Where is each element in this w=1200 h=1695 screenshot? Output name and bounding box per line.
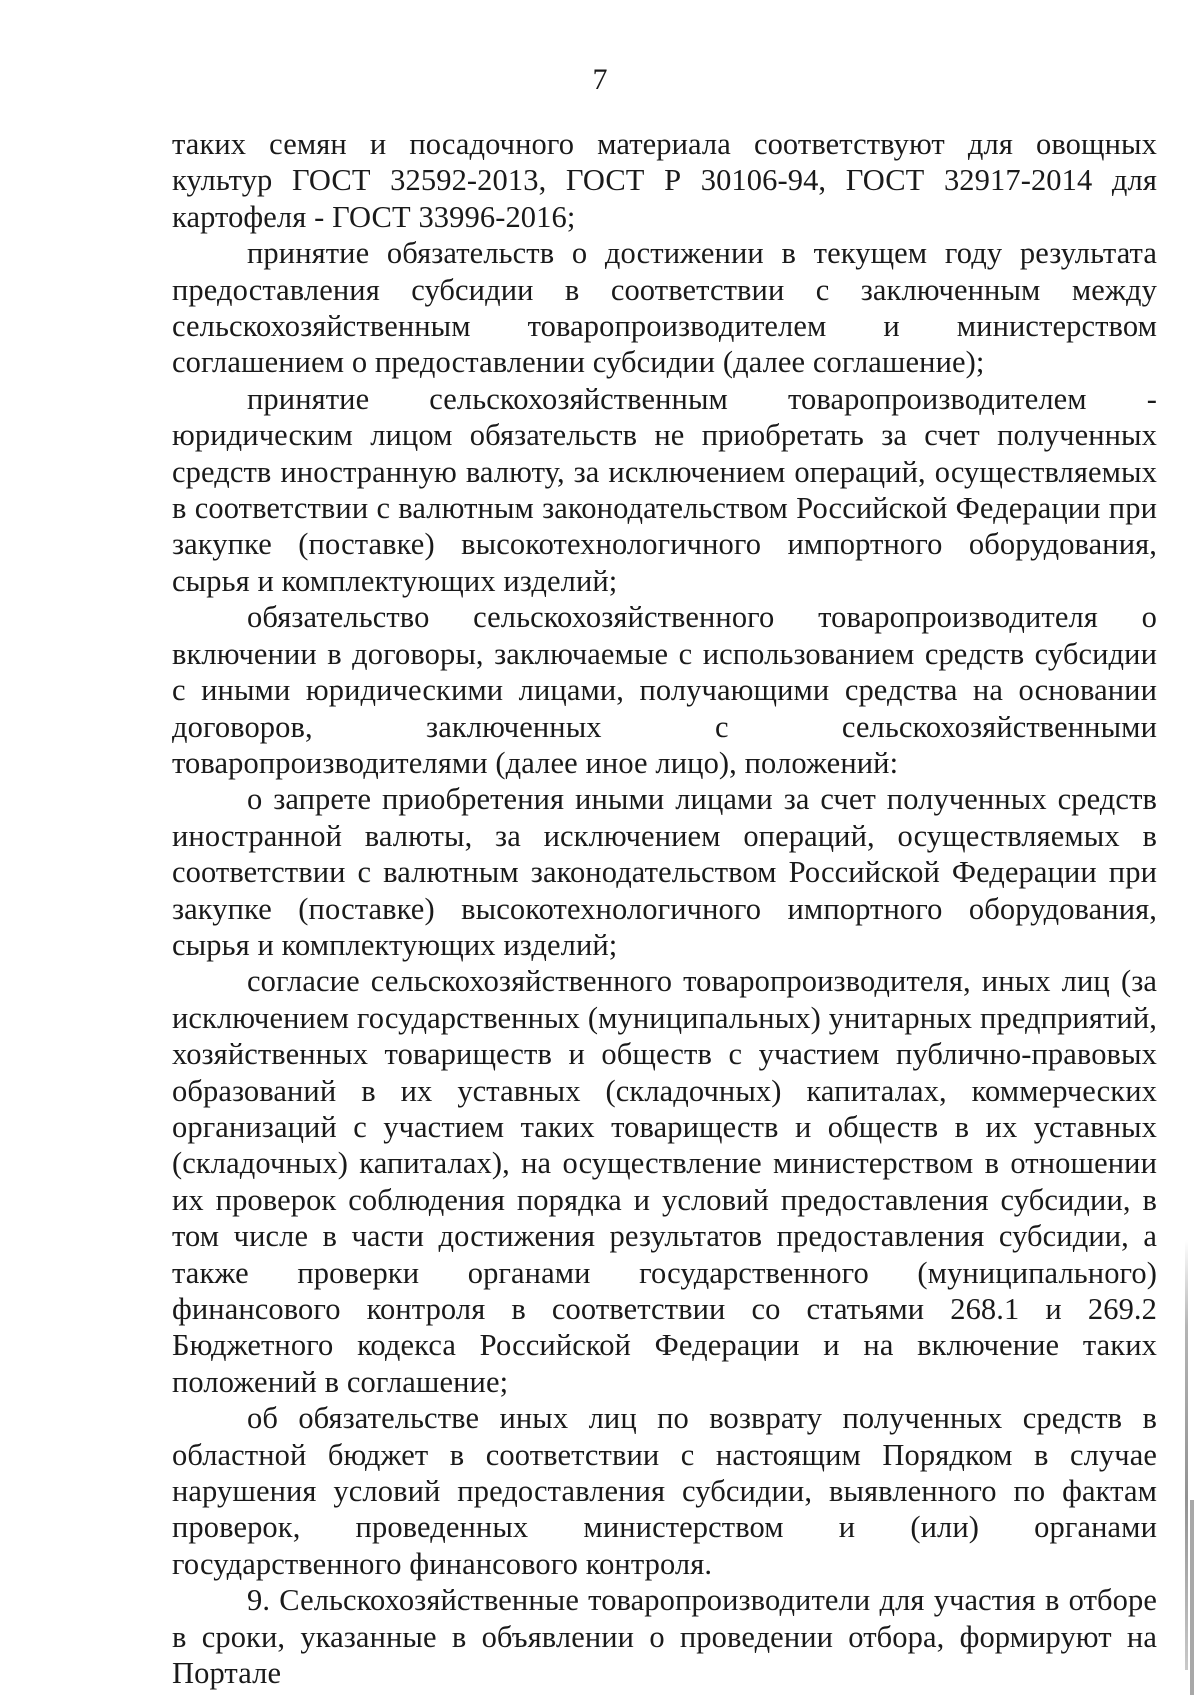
scan-edge-mark-lower bbox=[1190, 1500, 1194, 1695]
paragraph-result-obligation: принятие обязательств о достижении в текущем году результата предоставления субсидии в соответствии с заключенным между сельскохозяйственным товаропроизводителем и министерством соглашением о предоставлении субсидии (далее соглашение); bbox=[172, 236, 1157, 380]
paragraph-item-9: 9. Сельскохозяйственные товаропроизводители для участия в отборе в сроки, указанные в объявлении о проведении отбора, формируют на Портале bbox=[172, 1583, 1157, 1691]
paragraph-contract-provisions: обязательство сельскохозяйственного товаропроизводителя о включении в договоры, заключаемые с использованием средств субсидии с иными юридическими лицами, получающими средства на основании договоров, заключенных с сельскохозяйственными товаропроизводителями (далее иное лицо), положений: bbox=[172, 600, 1157, 780]
paragraph-inspection-consent: согласие сельскохозяйственного товаропроизводителя, иных лиц (за исключением государственных (муниципальных) унитарных предприятий, хозяйственных товариществ и обществ с участием публично-правовых образований в их уставных (складочных) капиталах, коммерческих организаций с участием таких товариществ и обществ в их уставных (складочных) капиталах), на осуществление министерством в отношении их проверок соблюдения порядка и условий предоставления субсидии, в том числе в части достижения результатов предоставления субсидии, а также проверки органами государственного (муниципального) финансового контроля в соответствии со статьями 268.1 и 269.2 Бюджетного кодекса Российской Федерации и на включение таких положений в соглашение; bbox=[172, 964, 1157, 1399]
page-number: 7 bbox=[592, 63, 608, 96]
document-body bbox=[172, 126, 1157, 1691]
paragraph-gost-standards: таких семян и посадочного материала соответствуют для овощных культур ГОСТ 32592-2013, ГОСТ Р 30106-94, ГОСТ 32917-2014 для картофеля - ГОСТ 33996-2016; bbox=[172, 127, 1157, 234]
scan-edge-mark bbox=[1185, 1240, 1188, 1670]
paragraph-currency-prohibition: о запрете приобретения иными лицами за счет полученных средств иностранной валюты, за исключением операций, осуществляемых в соответствии с валютным законодательством Российской Федерации при закупке (поставке) высокотехнологичного импортного оборудования, сырья и комплектующих изделий; bbox=[172, 782, 1157, 962]
paragraph-currency-restriction: принятие сельскохозяйственным товаропроизводителем - юридическим лицом обязательств не приобретать за счет полученных средств иностранную валюту, за исключением операций, осуществляемых в соответствии с валютным законодательством Российской Федерации при закупке (поставке) высокотехнологичного импортного оборудования, сырья и комплектующих изделий; bbox=[172, 381, 1157, 598]
paragraph-refund-obligation: об обязательстве иных лиц по возврату полученных средств в областной бюджет в соответствии с настоящим Порядком в случае нарушения условий предоставления субсидии, выявленного по фактам проверок, проведенных министерством и (или) органами государственного финансового контроля. bbox=[172, 1401, 1157, 1581]
